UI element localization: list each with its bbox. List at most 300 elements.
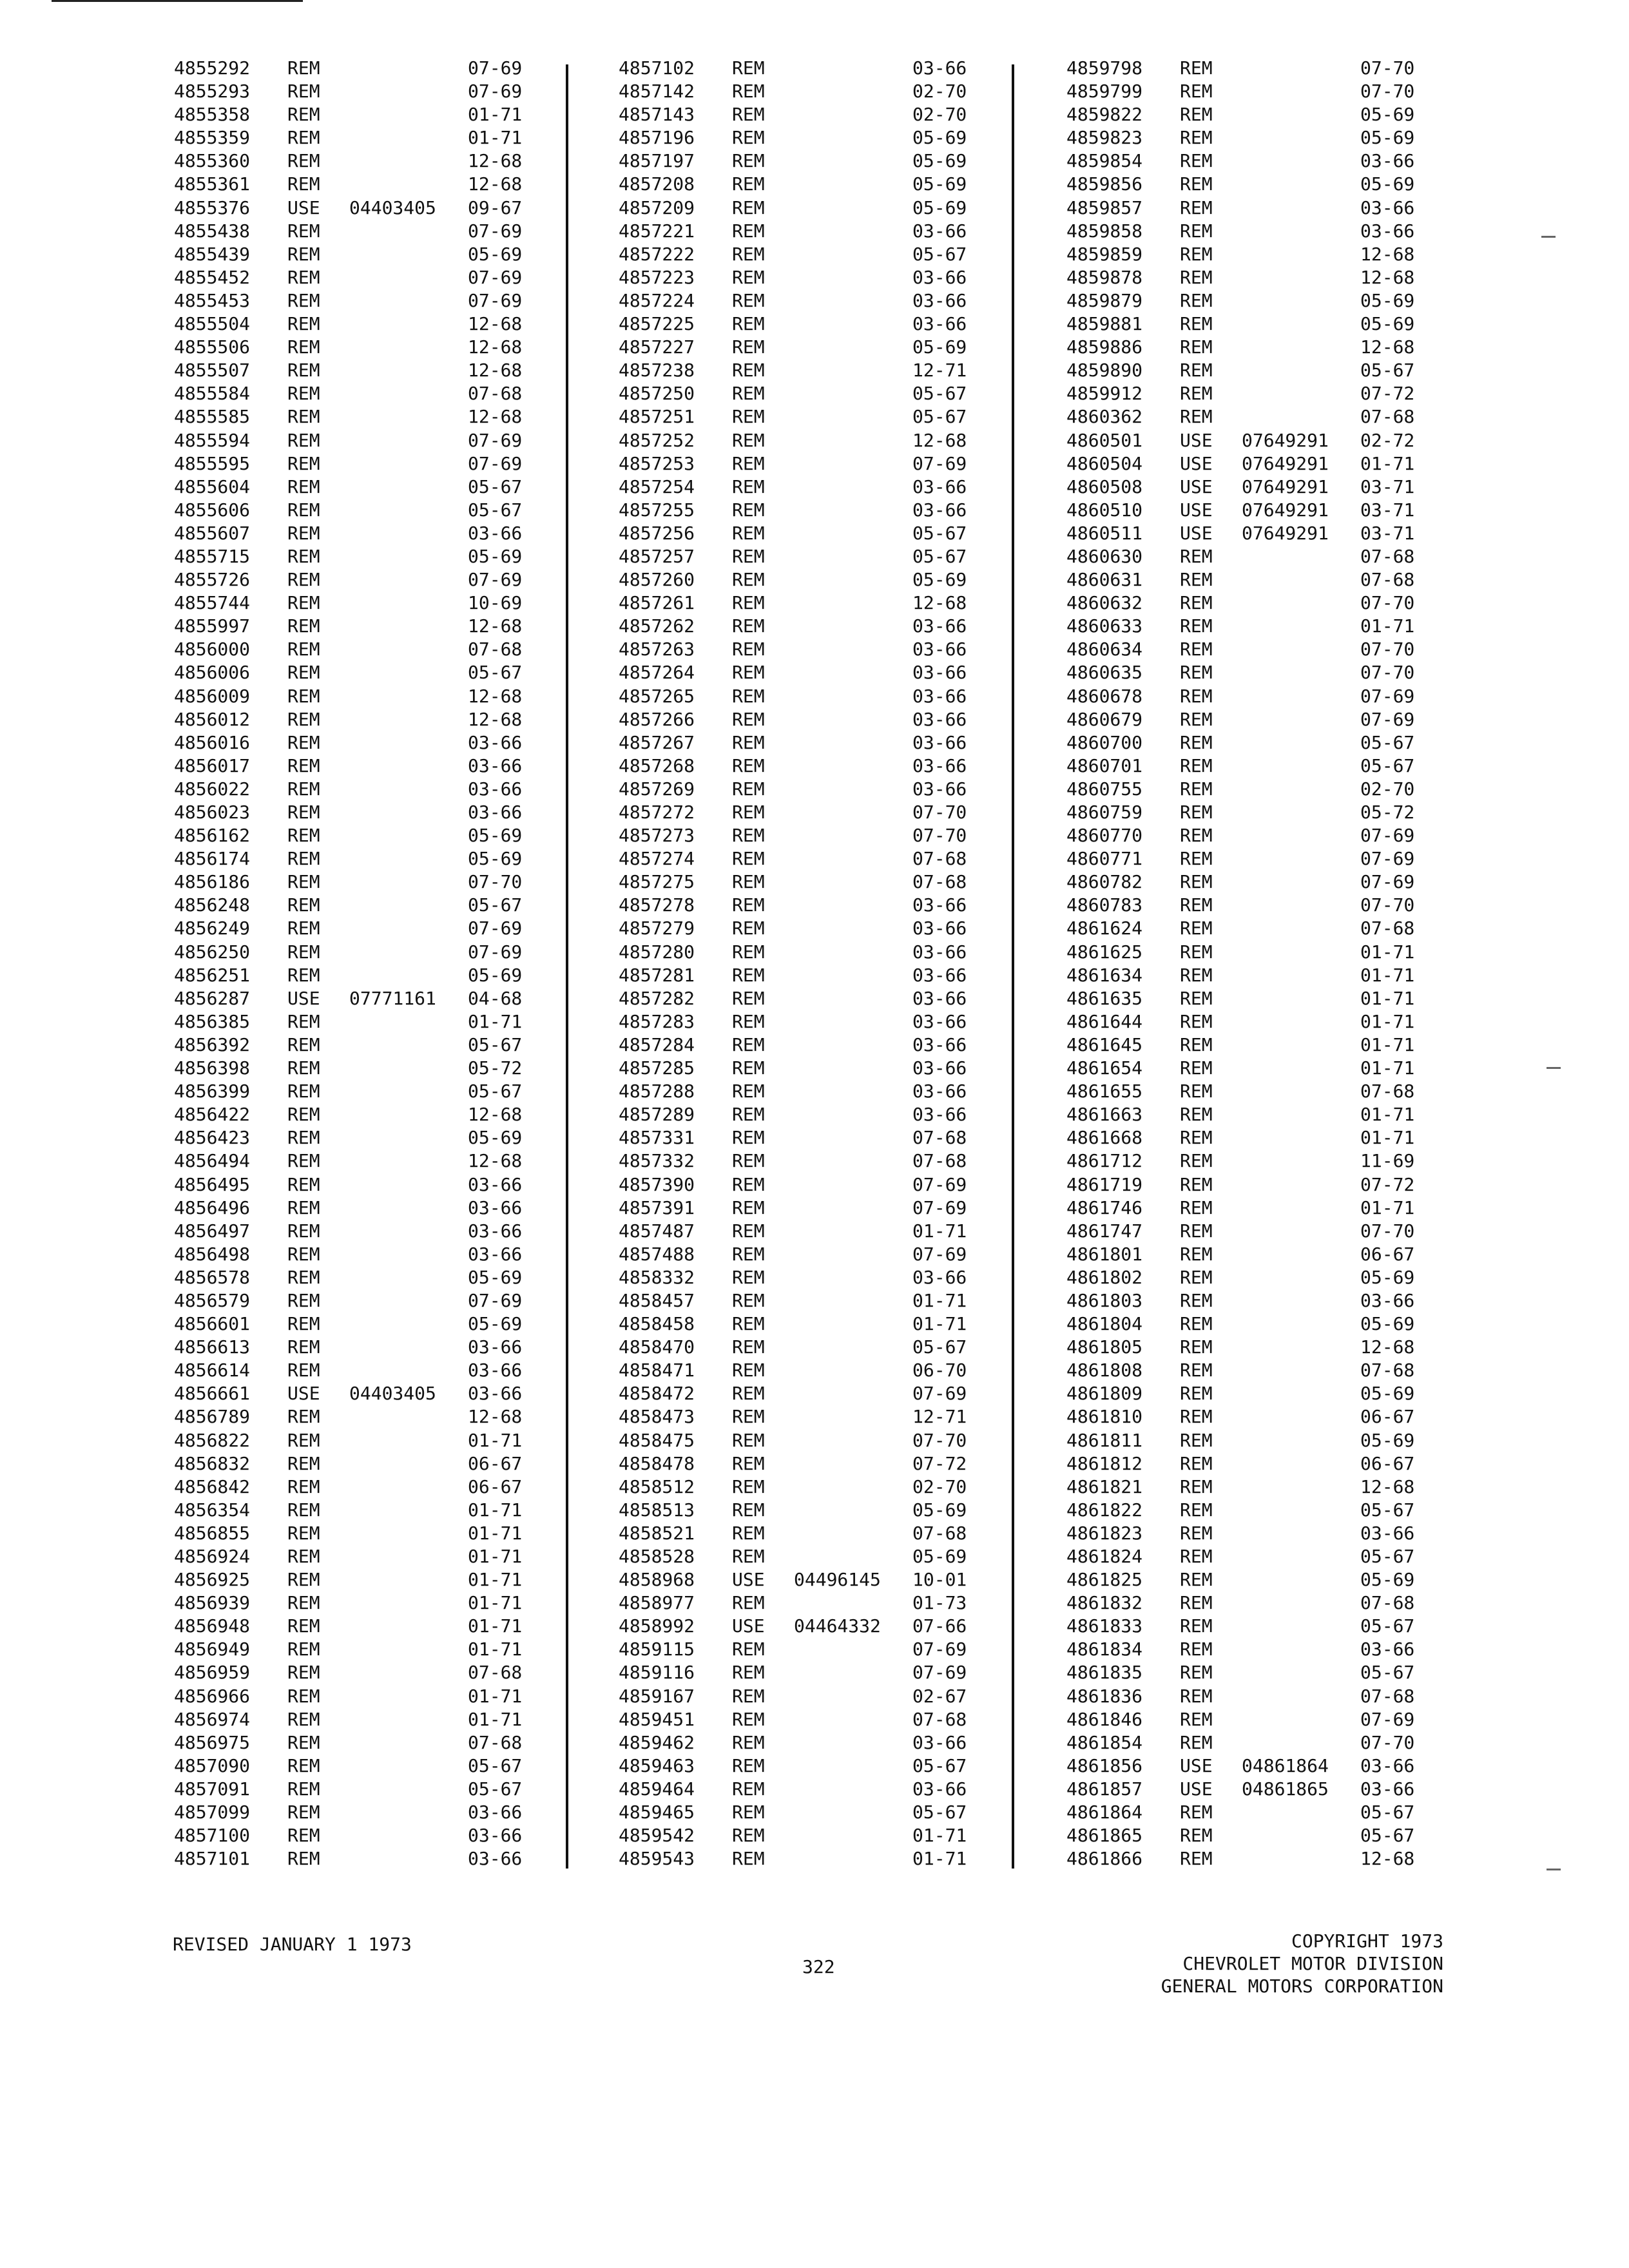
status-code: REM bbox=[1180, 1475, 1213, 1497]
part-entry bbox=[1066, 1057, 1479, 1080]
part-number: 4860755 bbox=[1066, 778, 1143, 800]
part-entry bbox=[174, 685, 586, 708]
status-code: REM bbox=[1180, 220, 1213, 242]
part-number: 4860701 bbox=[1066, 754, 1143, 776]
status-code: REM bbox=[732, 1452, 765, 1474]
status-code: REM bbox=[1180, 1802, 1213, 1823]
status-code: REM bbox=[732, 1731, 765, 1753]
status-code: REM bbox=[287, 1452, 320, 1474]
part-entry bbox=[619, 1243, 1031, 1266]
part-entry bbox=[1066, 103, 1479, 126]
effective-date: 05-67 bbox=[912, 522, 967, 544]
replacement-part-number: 04496145 bbox=[794, 1569, 881, 1591]
part-entry bbox=[174, 754, 586, 778]
part-entry bbox=[619, 1615, 1031, 1638]
status-code: REM bbox=[287, 1685, 320, 1707]
effective-date: 01-71 bbox=[1360, 987, 1415, 1009]
part-number: 4856006 bbox=[174, 662, 251, 684]
part-number: 4861821 bbox=[1066, 1475, 1143, 1497]
part-number: 4861668 bbox=[1066, 1127, 1143, 1149]
part-number: 4855595 bbox=[174, 452, 251, 474]
part-number: 4857282 bbox=[619, 987, 695, 1009]
effective-date: 03-66 bbox=[468, 1173, 523, 1195]
replacement-part-number: 04861864 bbox=[1242, 1754, 1329, 1776]
part-entry bbox=[619, 57, 1031, 80]
part-entry bbox=[619, 1661, 1031, 1684]
status-code: REM bbox=[1180, 1429, 1213, 1451]
effective-date: 05-72 bbox=[1360, 802, 1415, 823]
part-entry bbox=[619, 359, 1031, 382]
part-number: 4857142 bbox=[619, 81, 695, 102]
status-code: REM bbox=[287, 266, 320, 288]
part-entry bbox=[1066, 522, 1479, 545]
status-code: REM bbox=[732, 987, 765, 1009]
part-number: 4856012 bbox=[174, 708, 251, 730]
part-number: 4860700 bbox=[1066, 731, 1143, 753]
part-number: 4861655 bbox=[1066, 1081, 1143, 1102]
status-code: REM bbox=[1180, 360, 1213, 381]
effective-date: 01-71 bbox=[468, 127, 523, 149]
effective-date: 05-69 bbox=[912, 197, 967, 218]
part-entry bbox=[619, 1708, 1031, 1731]
part-number: 4857196 bbox=[619, 127, 695, 149]
part-number: 4859854 bbox=[1066, 150, 1143, 172]
effective-date: 01-71 bbox=[468, 1522, 523, 1544]
part-entry bbox=[1066, 1173, 1479, 1196]
part-entry bbox=[174, 731, 586, 754]
part-number: 4857221 bbox=[619, 220, 695, 242]
status-code: REM bbox=[732, 802, 765, 823]
part-entry bbox=[1066, 1405, 1479, 1428]
part-number: 4861823 bbox=[1066, 1522, 1143, 1544]
part-number: 4859879 bbox=[1066, 289, 1143, 311]
status-code: REM bbox=[1180, 964, 1213, 986]
effective-date: 03-66 bbox=[468, 522, 523, 544]
part-number: 4857269 bbox=[619, 778, 695, 800]
part-number: 4856578 bbox=[174, 1266, 251, 1288]
part-entry bbox=[619, 1824, 1031, 1847]
status-code: REM bbox=[732, 1336, 765, 1358]
part-number: 4857224 bbox=[619, 289, 695, 311]
effective-date: 03-66 bbox=[912, 754, 967, 776]
part-entry bbox=[174, 382, 586, 405]
part-number: 4859881 bbox=[1066, 313, 1143, 335]
part-number: 4861824 bbox=[1066, 1546, 1143, 1567]
part-number: 4861822 bbox=[1066, 1499, 1143, 1521]
part-entry bbox=[1066, 1708, 1479, 1731]
status-code: REM bbox=[1180, 1685, 1213, 1707]
part-number: 4856017 bbox=[174, 754, 251, 776]
status-code: REM bbox=[732, 1104, 765, 1126]
status-code: REM bbox=[1180, 1057, 1213, 1079]
status-code: REM bbox=[287, 731, 320, 753]
part-entry bbox=[619, 126, 1031, 149]
part-number: 4858512 bbox=[619, 1475, 695, 1497]
status-code: REM bbox=[287, 1569, 320, 1591]
status-code: REM bbox=[1180, 313, 1213, 335]
part-entry bbox=[1066, 289, 1479, 312]
part-number: 4857250 bbox=[619, 383, 695, 405]
effective-date: 01-71 bbox=[912, 1313, 967, 1335]
part-entry bbox=[1066, 1475, 1479, 1499]
parts-column-1 bbox=[174, 57, 586, 1870]
effective-date: 05-67 bbox=[468, 1081, 523, 1102]
status-code: REM bbox=[287, 1708, 320, 1730]
part-entry bbox=[619, 1149, 1031, 1173]
part-entry bbox=[174, 1103, 586, 1126]
status-code: REM bbox=[732, 429, 765, 451]
part-number: 4856948 bbox=[174, 1615, 251, 1637]
part-entry bbox=[619, 801, 1031, 824]
effective-date: 05-67 bbox=[912, 383, 967, 405]
effective-date: 03-66 bbox=[912, 778, 967, 800]
part-entry bbox=[174, 545, 586, 568]
effective-date: 03-66 bbox=[468, 1196, 523, 1218]
effective-date: 07-70 bbox=[468, 871, 523, 893]
effective-date: 07-69 bbox=[912, 1243, 967, 1265]
part-number: 4856925 bbox=[174, 1569, 251, 1591]
effective-date: 07-66 bbox=[912, 1615, 967, 1637]
part-number: 4857208 bbox=[619, 173, 695, 195]
part-number: 4856832 bbox=[174, 1452, 251, 1474]
effective-date: 03-66 bbox=[1360, 150, 1415, 172]
status-code: REM bbox=[1180, 1383, 1213, 1405]
status-code: REM bbox=[732, 1150, 765, 1172]
part-entry bbox=[174, 1801, 586, 1824]
effective-date: 01-71 bbox=[468, 1429, 523, 1451]
part-entry bbox=[1066, 964, 1479, 987]
status-code: REM bbox=[732, 941, 765, 963]
part-number: 4857281 bbox=[619, 964, 695, 986]
part-entry bbox=[619, 1033, 1031, 1057]
status-code: REM bbox=[732, 1522, 765, 1544]
effective-date: 05-67 bbox=[1360, 1615, 1415, 1637]
part-entry bbox=[174, 1289, 586, 1312]
effective-date: 03-66 bbox=[912, 313, 967, 335]
part-number: 4860771 bbox=[1066, 848, 1143, 870]
effective-date: 07-69 bbox=[1360, 848, 1415, 870]
part-entry bbox=[1066, 1149, 1479, 1173]
part-number: 4861644 bbox=[1066, 1010, 1143, 1032]
status-code: REM bbox=[1180, 1825, 1213, 1847]
status-code: REM bbox=[732, 1754, 765, 1776]
part-number: 4856613 bbox=[174, 1336, 251, 1358]
effective-date: 12-68 bbox=[1360, 266, 1415, 288]
effective-date: 07-68 bbox=[468, 1662, 523, 1684]
status-code: REM bbox=[732, 150, 765, 172]
status-code: REM bbox=[732, 639, 765, 660]
status-code: REM bbox=[287, 639, 320, 660]
part-number: 4856009 bbox=[174, 685, 251, 707]
part-number: 4856789 bbox=[174, 1406, 251, 1428]
effective-date: 07-68 bbox=[468, 1731, 523, 1753]
effective-date: 06-70 bbox=[912, 1360, 967, 1381]
part-entry bbox=[174, 80, 586, 103]
status-code: REM bbox=[1180, 1546, 1213, 1567]
part-entry bbox=[1066, 266, 1479, 289]
part-entry bbox=[619, 661, 1031, 684]
part-number: 4855585 bbox=[174, 406, 251, 428]
effective-date: 03-66 bbox=[912, 266, 967, 288]
part-entry bbox=[1066, 452, 1479, 476]
replacement-part-number: 07771161 bbox=[349, 987, 436, 1009]
part-number: 4860508 bbox=[1066, 476, 1143, 497]
effective-date: 07-69 bbox=[912, 452, 967, 474]
part-entry bbox=[174, 197, 586, 220]
part-entry bbox=[619, 405, 1031, 428]
page-number: 322 bbox=[802, 1956, 835, 1977]
status-code: REM bbox=[287, 1615, 320, 1637]
part-entry bbox=[174, 1568, 586, 1591]
effective-date: 05-67 bbox=[468, 894, 523, 916]
effective-date: 03-66 bbox=[468, 1825, 523, 1847]
status-code: REM bbox=[1180, 1220, 1213, 1242]
effective-date: 03-66 bbox=[912, 731, 967, 753]
part-number: 4855453 bbox=[174, 289, 251, 311]
effective-date: 02-70 bbox=[912, 104, 967, 126]
status-code: REM bbox=[732, 708, 765, 730]
status-code: REM bbox=[287, 1336, 320, 1358]
effective-date: 01-71 bbox=[912, 1220, 967, 1242]
part-number: 4859464 bbox=[619, 1778, 695, 1800]
part-entry bbox=[174, 778, 586, 801]
part-entry bbox=[1066, 173, 1479, 196]
status-code: REM bbox=[1180, 592, 1213, 614]
part-entry bbox=[619, 731, 1031, 754]
effective-date: 05-69 bbox=[912, 1499, 967, 1521]
effective-date: 09-67 bbox=[468, 197, 523, 218]
effective-date: 03-66 bbox=[912, 1010, 967, 1032]
status-code: REM bbox=[1180, 1360, 1213, 1381]
part-number: 4856661 bbox=[174, 1383, 251, 1405]
status-code: REM bbox=[732, 1406, 765, 1428]
effective-date: 07-69 bbox=[468, 452, 523, 474]
status-code: REM bbox=[732, 1639, 765, 1660]
part-number: 4857263 bbox=[619, 639, 695, 660]
status-code: REM bbox=[287, 1825, 320, 1847]
effective-date: 07-70 bbox=[912, 802, 967, 823]
status-code: REM bbox=[1180, 1452, 1213, 1474]
status-code: REM bbox=[732, 104, 765, 126]
status-code: REM bbox=[287, 522, 320, 544]
status-code: REM bbox=[287, 1360, 320, 1381]
part-entry bbox=[1066, 941, 1479, 964]
part-entry bbox=[174, 1057, 586, 1080]
part-entry bbox=[1066, 476, 1479, 499]
part-entry bbox=[619, 289, 1031, 312]
part-number: 4856392 bbox=[174, 1033, 251, 1055]
part-number: 4857253 bbox=[619, 452, 695, 474]
part-number: 4861854 bbox=[1066, 1731, 1143, 1753]
part-number: 4859543 bbox=[619, 1848, 695, 1870]
part-number: 4859465 bbox=[619, 1802, 695, 1823]
status-code: REM bbox=[287, 848, 320, 870]
effective-date: 03-66 bbox=[912, 476, 967, 497]
status-code: REM bbox=[732, 1383, 765, 1405]
effective-date: 05-69 bbox=[468, 964, 523, 986]
effective-date: 01-71 bbox=[1360, 941, 1415, 963]
status-code: REM bbox=[287, 1081, 320, 1102]
part-number: 4859886 bbox=[1066, 336, 1143, 358]
part-number: 4860783 bbox=[1066, 894, 1143, 916]
effective-date: 12-68 bbox=[1360, 1848, 1415, 1870]
effective-date: 05-69 bbox=[1360, 1429, 1415, 1451]
effective-date: 07-69 bbox=[912, 1383, 967, 1405]
part-entry bbox=[1066, 591, 1479, 615]
effective-date: 12-68 bbox=[468, 685, 523, 707]
effective-date: 05-67 bbox=[1360, 1499, 1415, 1521]
part-number: 4856000 bbox=[174, 639, 251, 660]
part-number: 4855292 bbox=[174, 57, 251, 79]
part-entry bbox=[619, 545, 1031, 568]
part-entry bbox=[619, 708, 1031, 731]
effective-date: 12-71 bbox=[912, 360, 967, 381]
part-entry bbox=[1066, 1568, 1479, 1591]
effective-date: 03-66 bbox=[1360, 220, 1415, 242]
effective-date: 02-67 bbox=[912, 1685, 967, 1707]
part-entry bbox=[1066, 336, 1479, 359]
part-number: 4857262 bbox=[619, 615, 695, 637]
part-entry bbox=[1066, 1545, 1479, 1568]
part-entry bbox=[1066, 661, 1479, 684]
part-entry bbox=[619, 1173, 1031, 1196]
status-code: REM bbox=[1180, 1522, 1213, 1544]
status-code: USE bbox=[1180, 452, 1213, 474]
status-code: REM bbox=[287, 1220, 320, 1242]
status-code: REM bbox=[1180, 1662, 1213, 1684]
part-number: 4859798 bbox=[1066, 57, 1143, 79]
part-number: 4857272 bbox=[619, 802, 695, 823]
status-code: REM bbox=[287, 360, 320, 381]
part-number: 4856422 bbox=[174, 1104, 251, 1126]
status-code: REM bbox=[287, 313, 320, 335]
effective-date: 07-69 bbox=[468, 220, 523, 242]
part-entry bbox=[619, 591, 1031, 615]
status-code: REM bbox=[732, 1499, 765, 1521]
part-number: 4860770 bbox=[1066, 825, 1143, 847]
part-number: 4855584 bbox=[174, 383, 251, 405]
effective-date: 05-67 bbox=[912, 406, 967, 428]
part-entry bbox=[174, 1522, 586, 1545]
effective-date: 07-70 bbox=[912, 825, 967, 847]
part-entry bbox=[1066, 1847, 1479, 1870]
status-code: REM bbox=[287, 499, 320, 521]
effective-date: 04-68 bbox=[468, 987, 523, 1009]
part-entry bbox=[619, 103, 1031, 126]
status-code: REM bbox=[732, 545, 765, 567]
part-number: 4861802 bbox=[1066, 1266, 1143, 1288]
part-number: 4857254 bbox=[619, 476, 695, 497]
part-entry bbox=[1066, 1336, 1479, 1359]
part-entry bbox=[1066, 1429, 1479, 1452]
effective-date: 02-70 bbox=[1360, 778, 1415, 800]
status-code: USE bbox=[1180, 499, 1213, 521]
part-entry bbox=[174, 266, 586, 289]
part-number: 4856497 bbox=[174, 1220, 251, 1242]
status-code: REM bbox=[732, 662, 765, 684]
status-code: REM bbox=[1180, 1150, 1213, 1172]
status-code: REM bbox=[287, 802, 320, 823]
part-number: 4858457 bbox=[619, 1289, 695, 1311]
part-entry bbox=[1066, 731, 1479, 754]
part-number: 4860510 bbox=[1066, 499, 1143, 521]
part-entry bbox=[1066, 57, 1479, 80]
effective-date: 03-66 bbox=[912, 894, 967, 916]
part-entry bbox=[1066, 1824, 1479, 1847]
status-code: REM bbox=[732, 383, 765, 405]
status-code: REM bbox=[287, 150, 320, 172]
status-code: REM bbox=[287, 1173, 320, 1195]
part-entry bbox=[174, 870, 586, 894]
status-code: REM bbox=[732, 1708, 765, 1730]
part-number: 4860634 bbox=[1066, 639, 1143, 660]
status-code: REM bbox=[287, 1243, 320, 1265]
part-number: 4857099 bbox=[174, 1802, 251, 1823]
effective-date: 07-68 bbox=[1360, 1081, 1415, 1102]
part-number: 4856287 bbox=[174, 987, 251, 1009]
part-number: 4856022 bbox=[174, 778, 251, 800]
effective-date: 03-66 bbox=[912, 615, 967, 637]
effective-date: 01-71 bbox=[912, 1289, 967, 1311]
status-code: REM bbox=[287, 336, 320, 358]
part-entry bbox=[619, 870, 1031, 894]
part-entry bbox=[1066, 847, 1479, 870]
part-number: 4855607 bbox=[174, 522, 251, 544]
status-code: REM bbox=[287, 1429, 320, 1451]
status-code: REM bbox=[287, 569, 320, 591]
effective-date: 03-66 bbox=[912, 1778, 967, 1800]
part-number: 4857283 bbox=[619, 1010, 695, 1032]
part-entry bbox=[619, 1685, 1031, 1708]
part-entry bbox=[174, 103, 586, 126]
part-number: 4861866 bbox=[1066, 1848, 1143, 1870]
effective-date: 07-72 bbox=[1360, 383, 1415, 405]
effective-date: 05-69 bbox=[912, 173, 967, 195]
status-code: REM bbox=[1180, 1406, 1213, 1428]
status-code: REM bbox=[732, 1033, 765, 1055]
status-code: REM bbox=[287, 1546, 320, 1567]
status-code: REM bbox=[732, 1220, 765, 1242]
part-number: 4856251 bbox=[174, 964, 251, 986]
effective-date: 05-69 bbox=[912, 336, 967, 358]
status-code: REM bbox=[287, 754, 320, 776]
part-entry bbox=[1066, 778, 1479, 801]
part-entry bbox=[174, 522, 586, 545]
status-code: REM bbox=[1180, 383, 1213, 405]
effective-date: 03-66 bbox=[468, 1220, 523, 1242]
part-entry bbox=[619, 80, 1031, 103]
part-entry bbox=[174, 1266, 586, 1289]
part-number: 4856855 bbox=[174, 1522, 251, 1544]
effective-date: 01-71 bbox=[468, 1685, 523, 1707]
part-number: 4858478 bbox=[619, 1452, 695, 1474]
effective-date: 05-69 bbox=[468, 243, 523, 265]
status-code: USE bbox=[1180, 522, 1213, 544]
part-number: 4859823 bbox=[1066, 127, 1143, 149]
effective-date: 07-70 bbox=[912, 1429, 967, 1451]
part-number: 4856966 bbox=[174, 1685, 251, 1707]
part-entry bbox=[1066, 917, 1479, 940]
part-entry bbox=[619, 778, 1031, 801]
status-code: REM bbox=[287, 1033, 320, 1055]
part-entry bbox=[619, 1312, 1031, 1336]
part-entry bbox=[1066, 1731, 1479, 1754]
status-code: REM bbox=[732, 1475, 765, 1497]
part-entry bbox=[1066, 894, 1479, 917]
part-entry bbox=[1066, 638, 1479, 661]
status-code: REM bbox=[1180, 1010, 1213, 1032]
effective-date: 01-71 bbox=[468, 1708, 523, 1730]
